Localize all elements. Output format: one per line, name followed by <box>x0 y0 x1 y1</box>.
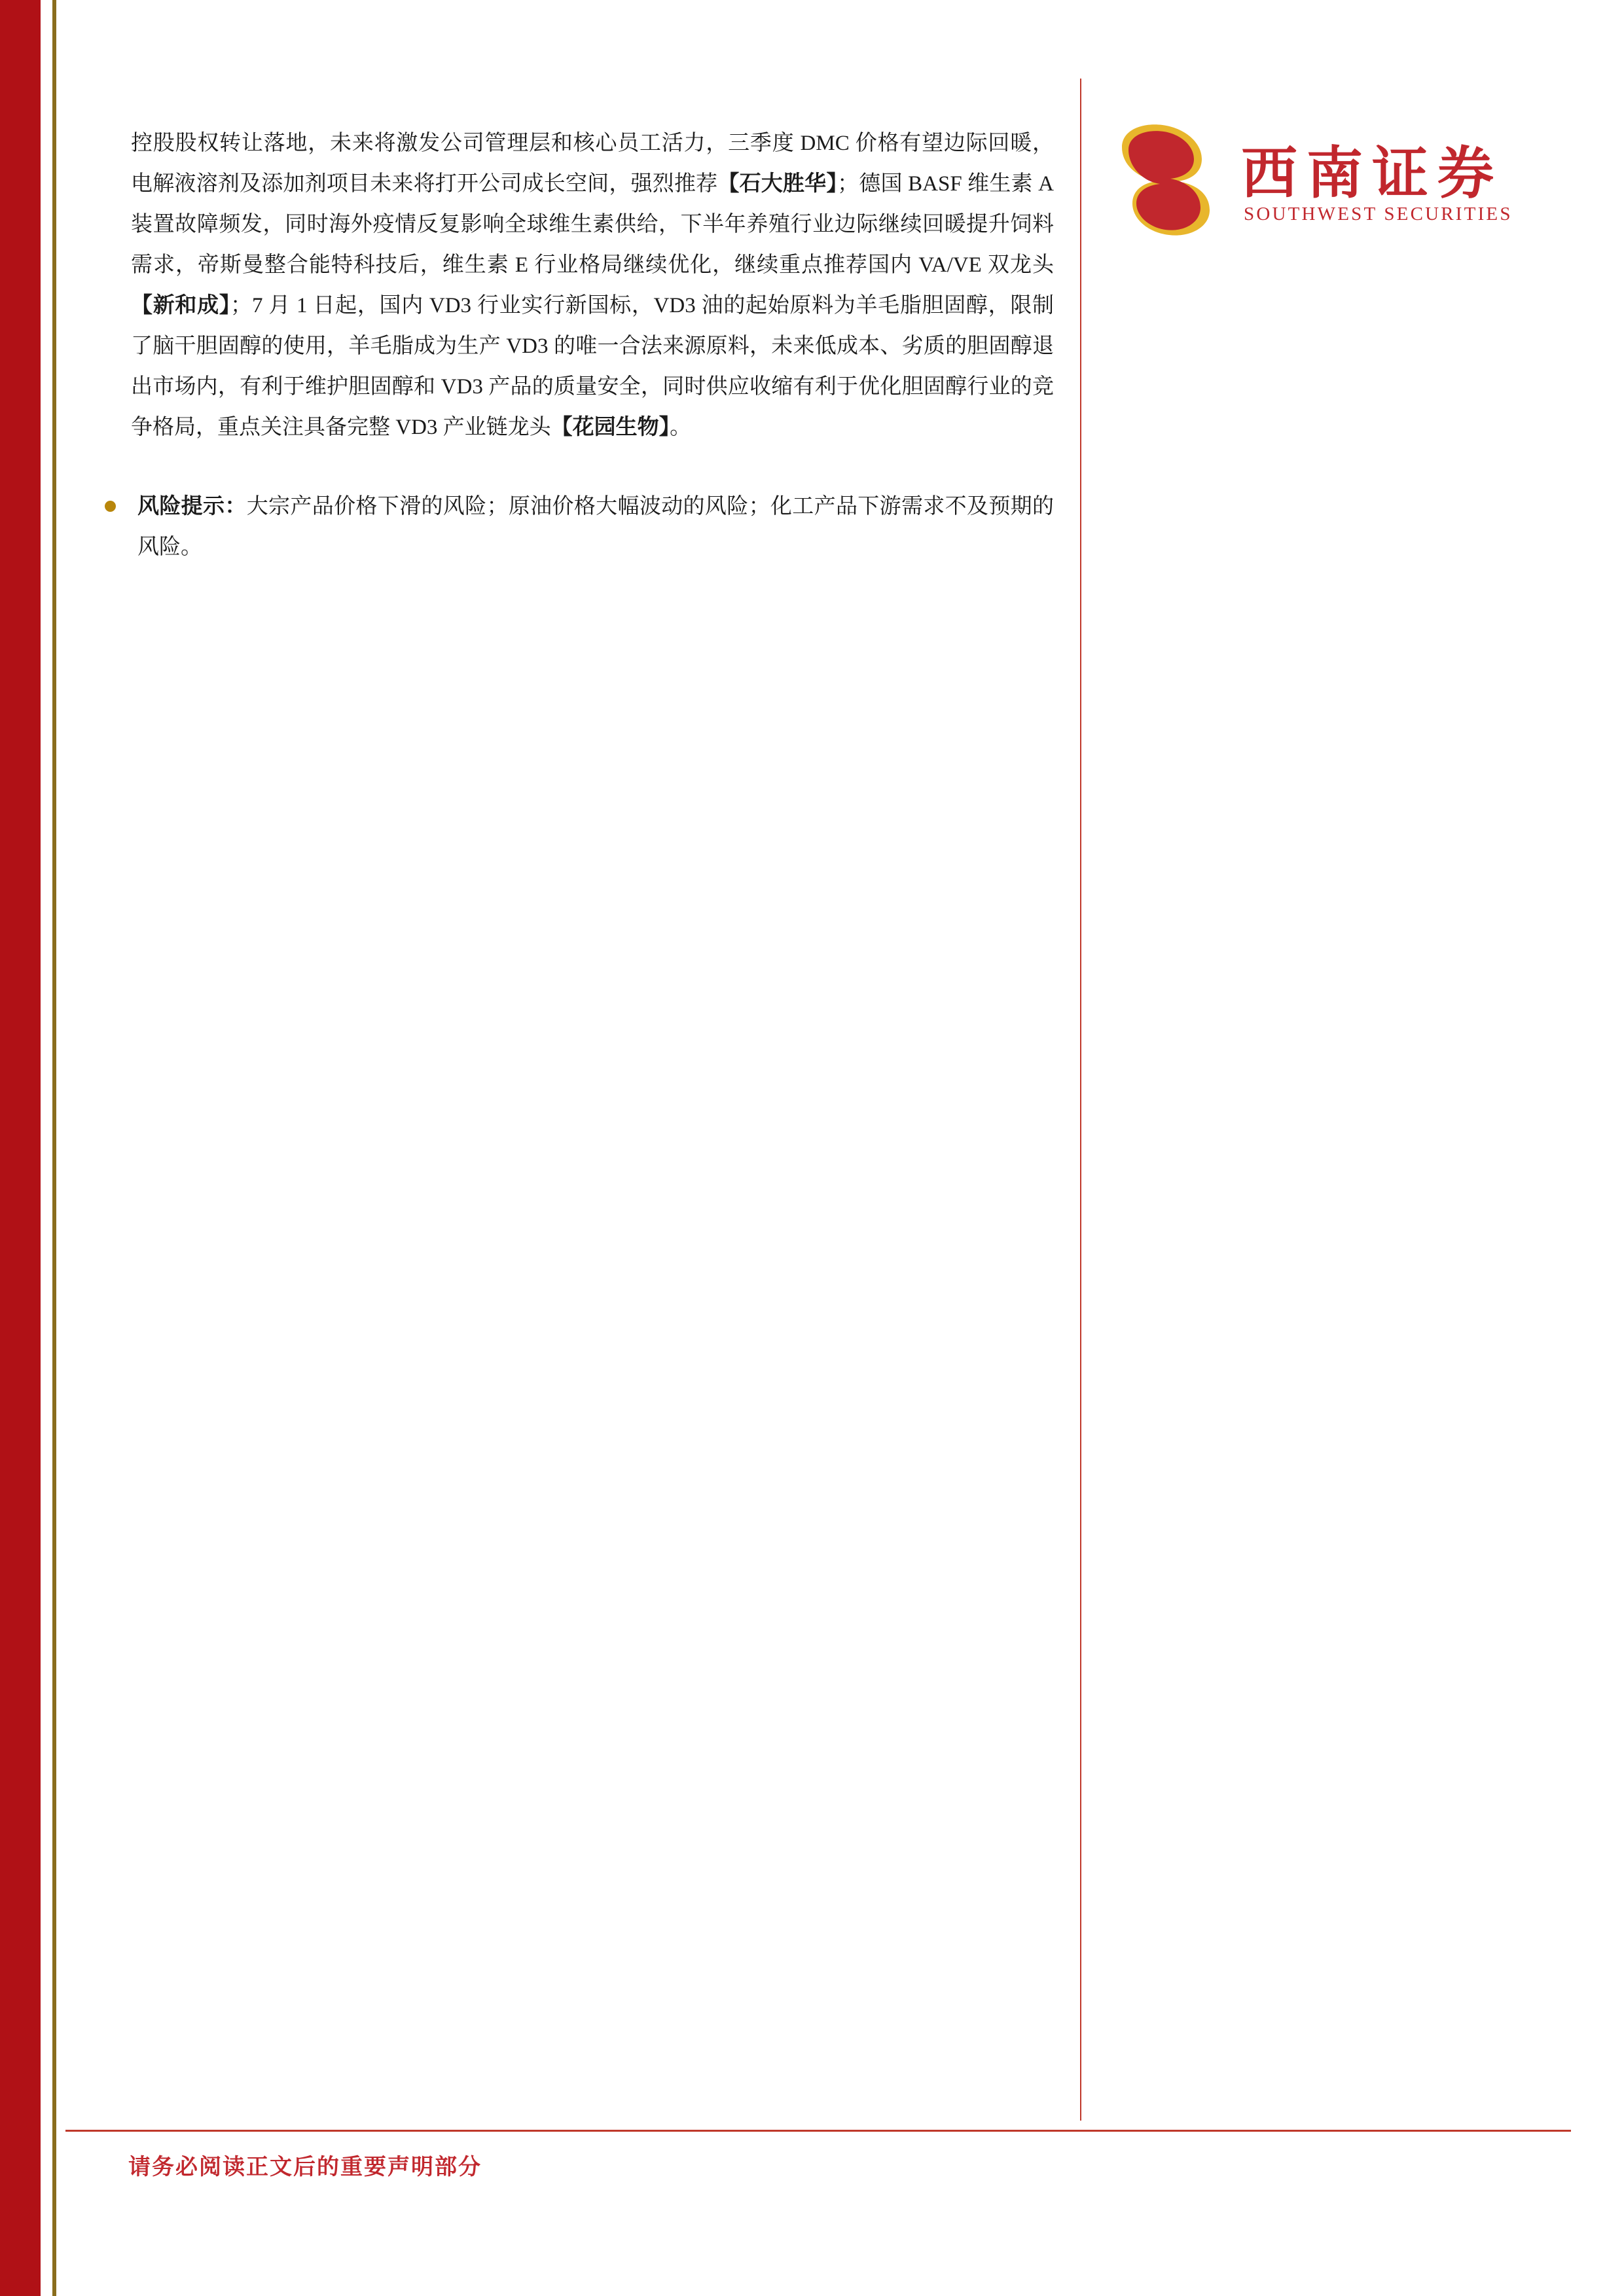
left-band-gap <box>41 0 52 2296</box>
left-red-band <box>0 0 41 2296</box>
company-logo <box>1113 121 1519 245</box>
footer-divider <box>65 2130 1571 2132</box>
left-gold-rule <box>52 0 56 2296</box>
risk-warning-block <box>105 486 1054 567</box>
swallow-logo-icon <box>1113 121 1231 239</box>
company-name-en: SOUTHWEST SECURITIES <box>1244 204 1513 224</box>
main-body <box>131 123 1054 448</box>
column-divider <box>1080 79 1081 2121</box>
main-paragraph: 控股股权转让落地，未来将激发公司管理层和核心员工活力，三季度 DMC 价格有望边际回暖，电解液溶剂及添加剂项目未来将打开公司成长空间，强烈推荐【石大胜华】；德国 BASF 维生素 A 装置故障频发，同时海外疫情反复影响全球维生素供给，下半年养殖行业边际继续回暖提升饲料需求，帝斯曼整合能特科技后，维生素 E 行业格局继续优化，继续重点推荐国内 VA/VE 双龙头【新和成】；7 月 1 日起，国内 VD3 行业实行新国标，VD3 油的起始原料为羊毛脂胆固醇，限制了脑干胆固醇的使用，羊毛脂成为生产 VD3 的唯一合法来源原料，未来低成本、劣质的胆固醇退出市场内，有利于维护胆固醇和 VD3 产品的质量安全，同时供应收缩有利于优化胆固醇行业的竞争格局，重点关注具备完整 VD3 产业链龙头【花园生物】。 <box>131 132 1055 439</box>
footer-disclaimer: 请务必阅读正文后的重要声明部分 <box>128 2155 482 2179</box>
company-name-cn: 西南证券 <box>1241 142 1503 205</box>
bullet-dot-icon <box>105 501 116 512</box>
risk-warning-text: 风险提示：大宗产品价格下滑的风险；原油价格大幅波动的风险；化工产品下游需求不及预期的风险。 <box>137 495 1055 559</box>
